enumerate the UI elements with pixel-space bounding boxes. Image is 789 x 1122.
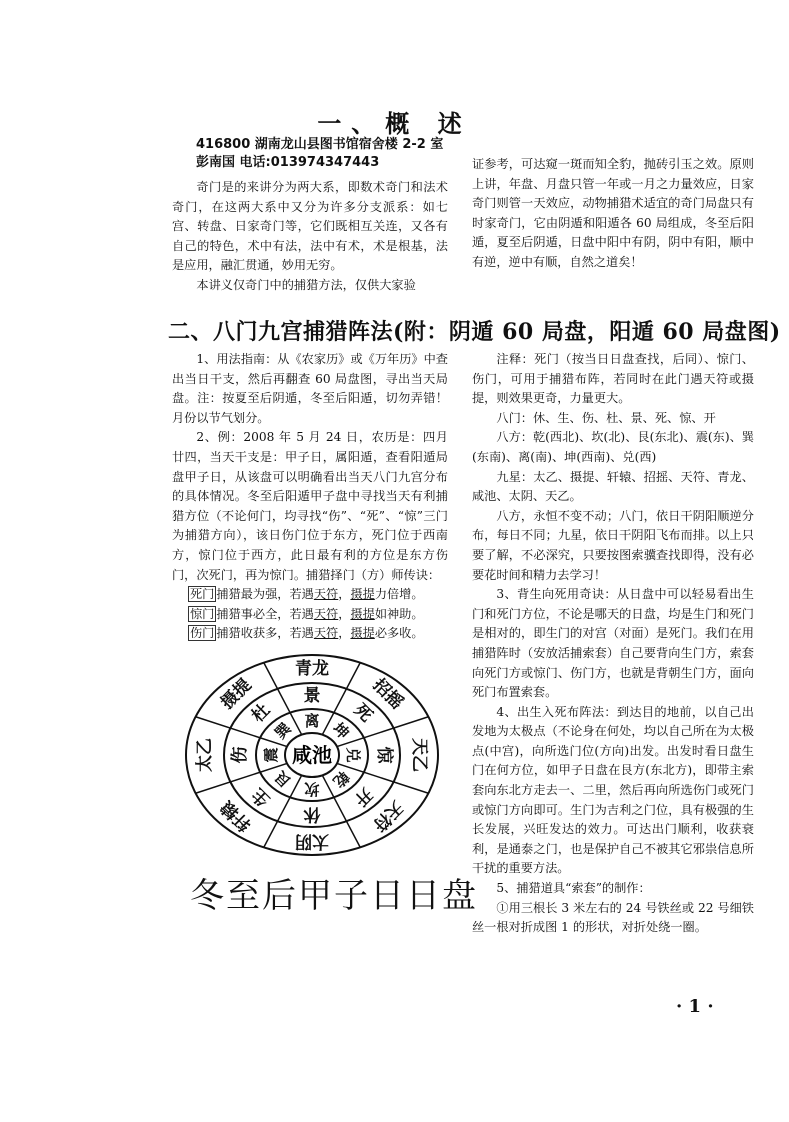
middle-ring-label: 休	[303, 804, 321, 824]
paragraph: 1、用法指南：从《农家历》或《万年历》中查出当日干支，然后再翻查 60 局盘图，寻出当天局盘。注：按夏至后阴遁，冬至后阳遁，切勿弄错！月份以节气划分。	[172, 352, 448, 425]
paragraph: 注释：死门（按当日日盘查找，后同）、惊门、伤门，可用于捕猎布阵，若同时在此门遇天符或摄提，则效果更奇，力量更大。	[472, 352, 754, 406]
section-2-title: 二、八门九宫捕猎阵法(附：阴遁 60 局盘，阳遁 60 局盘图)	[168, 319, 781, 345]
inner-ring-label: 坎	[304, 780, 320, 798]
section-2-right-column	[472, 350, 754, 938]
inner-ring-label: 巽	[271, 719, 295, 743]
bagua-day-chart	[182, 652, 442, 858]
verse-star: 天符	[313, 587, 339, 602]
verse-text: 力倍增。	[374, 587, 424, 602]
paragraph: 2、例：2008 年 5 月 24 日，农历是：四月廿四，当天干支是：甲子日，属阳遁，查看阳遁局盘甲子日，从该盘可以明确看出当天八门九宫分布的具体情况。冬至后阳遁甲子盘中寻找当天有利捕猎方位（不论何门，均寻找“伤”、“死”、“惊”三门为捕猎方向），该日伤门位于东方，死门位于西南方，惊门位于西方，此日最有利的方位是东方伤门，次死门，再为惊门。捕猎择门（方）师传诀：	[172, 430, 448, 582]
verse-separator: ，	[338, 606, 351, 621]
middle-ring-label: 景	[303, 686, 321, 706]
verse-text: 捕猎事必全，若遇	[216, 606, 314, 621]
middle-ring-label: 杜	[248, 700, 275, 727]
outer-ring-label: 招摇	[368, 675, 407, 714]
inner-ring-label: 艮	[271, 767, 295, 791]
paragraph: ①用三根长 3 米左右的 24 号铁丝或 22 号细铁丝一根对折成图 1 的形状，对折处绕一圈。	[472, 900, 754, 935]
verse-star: 摄提	[350, 626, 375, 641]
inner-ring-label: 震	[262, 747, 280, 763]
inner-ring-label: 离	[304, 712, 320, 730]
verse-star: 天符	[313, 626, 339, 641]
verse-text: 必多收。	[374, 626, 424, 641]
author-header	[196, 136, 443, 172]
verse-star: 天符	[313, 606, 339, 621]
paragraph: 奇门是的来讲分为两大系，即数术奇门和法术奇门，在这两大系中又分为许多分支派系：如七宫、转盘、日家奇门等，它们既相互关连，又各有自己的特色，术中有法，法中有术，术是根基，法是应用，融汇贯通，妙用无穷。	[172, 180, 448, 273]
verse-door: 惊门	[190, 606, 215, 621]
verse-door: 伤门	[190, 626, 215, 641]
verse-block	[172, 585, 448, 644]
author-contact: 彭南国 电话:013974347443	[196, 155, 380, 170]
outer-ring-label: 摄提	[217, 675, 256, 714]
paragraph: 证参考，可达窥一斑而知全豹，抛砖引玉之效。原则上讲，年盘、月盘只管一年或一月之力量效应，日家奇门则管一天效应，动物捕猎术适宜的奇门局盘只有时家奇门，它由阴遁和阳遁各 60 局组成，冬至后阳遁，夏至后阴遁，日盘中阳中有阴，阴中有阳，顺中有逆，逆中有顺，自然之道矣！	[472, 157, 754, 269]
section-1-right-column	[472, 155, 754, 273]
section-1-left-column	[172, 178, 448, 296]
verse-text: 捕猎收获多，若遇	[216, 626, 314, 641]
middle-ring-label: 惊	[374, 746, 394, 764]
paragraph: 本讲义仅奇门中的捕猎方法，仅供大家验	[196, 277, 416, 292]
verse-star: 摄提	[350, 606, 375, 621]
paragraph: 八方，永恒不变不动；八门，依日干阴阳顺逆分布，每日不同；九星，依日干阴阳飞布而排。以上只要了解，不必深究，只要按图索骥查找即得，没有必要花时间和精力去学习！	[472, 508, 754, 582]
middle-ring-label: 死	[349, 700, 376, 727]
verse-line	[188, 585, 448, 605]
page-number: · 1 ·	[676, 996, 714, 1017]
section-1-title: 一、概 述	[317, 109, 472, 138]
middle-ring-label: 生	[248, 783, 275, 810]
verse-star: 摄提	[350, 587, 375, 602]
paragraph: 4、出生入死布阵法：到达目的地前，以自己出发地为太极点（不论身在何处，均以自己所在为太极点(中宫)，向所选门位(方向)出发。出发时看日盘生门在何方位，如甲子日盘在艮方(东北方)，即带主索套向东北方走去一、二里，然后再向所选伤门或死门或惊门方向即可。生门为吉利之门位，具有极强的生长发展，兴旺发达的效力。可达出门顺利，收获衰利，是通泰之门，也是保护自己不被其它邪祟信息所干扰的重要方法。	[472, 704, 754, 876]
paragraph: 九星：太乙、摄提、轩辕、招摇、天符、青龙、咸池、太阴、天乙。	[472, 469, 754, 504]
middle-ring-label: 伤	[230, 746, 250, 764]
paragraph: 八方：乾(西北)、坎(北)、艮(东北)、震(东)、巽(东南)、离(南)、坤(西南)、兑(西)	[472, 430, 754, 464]
chart-center-label: 咸池	[292, 743, 332, 767]
outer-ring-label: 天乙	[409, 738, 429, 772]
outer-ring-label: 轩辕	[217, 796, 256, 835]
paragraph: 3、背生向死用奇诀：从日盘中可以轻易看出生门和死门方位，不论是哪天的日盘，均是生门和死门是相对的，即生门的对宫（对面）是死门。我们在用捕猎阵时（安放活捕索套）自己要背向生门方，索套向死门方或惊门、伤门方，也就是背朝生门方，面向死门布置索套。	[472, 587, 754, 700]
verse-line	[188, 624, 448, 644]
verse-door: 死门	[190, 587, 215, 602]
paragraph: 5、捕猎道具“索套”的制作：	[496, 881, 651, 896]
outer-ring-label: 天符	[368, 796, 407, 835]
paragraph: 八门：休、生、伤、杜、景、死、惊、开	[496, 410, 716, 425]
verse-line	[188, 605, 448, 625]
verse-text: 捕猎最为强，若遇	[216, 587, 314, 602]
inner-ring-label: 坤	[329, 719, 353, 743]
author-address: 416800 湖南龙山县图书馆宿舍楼 2-2 室	[196, 137, 444, 152]
outer-ring-label: 青龙	[295, 659, 329, 679]
inner-ring-label: 乾	[329, 767, 353, 791]
verse-separator: ，	[338, 626, 351, 641]
middle-ring-label: 开	[349, 783, 376, 810]
verse-text: 如神助。	[374, 606, 424, 621]
outer-ring-label: 太阴	[295, 831, 329, 851]
inner-ring-label: 兑	[344, 747, 362, 763]
chart-caption: 冬至后甲子日日盘	[190, 876, 478, 916]
outer-ring-label: 太乙	[195, 738, 215, 772]
section-2-left-column	[172, 350, 448, 644]
verse-separator: ，	[338, 587, 351, 602]
